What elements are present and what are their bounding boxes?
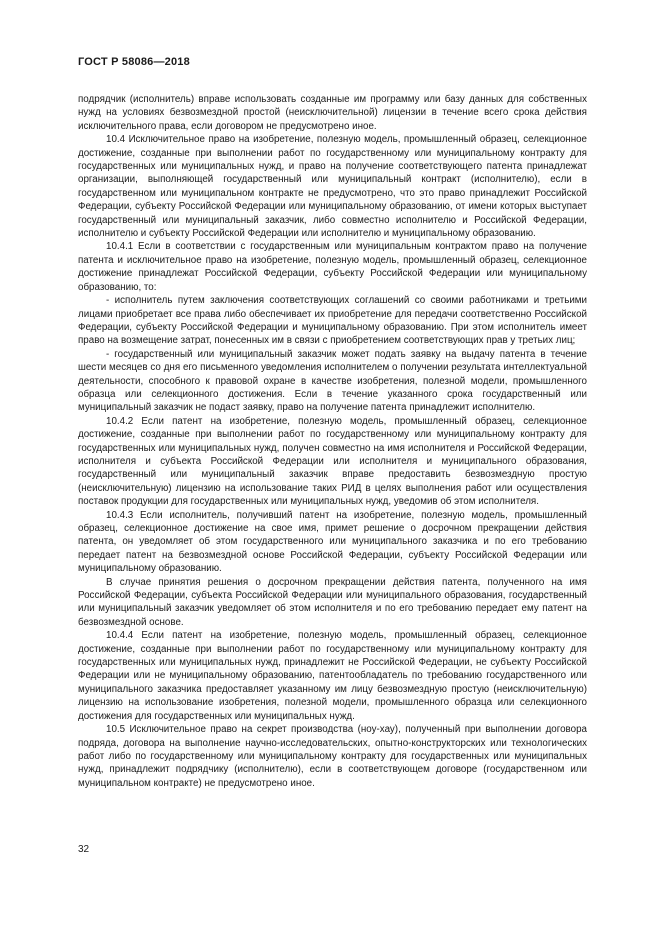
document-header: ГОСТ Р 58086—2018 xyxy=(78,56,190,68)
list-item: - государственный или муниципальный заказчик может подать заявку на выдачу патента в течение шести месяцев со дня его письменного уведомления исполнителем о получении результата интеллектуальной деятельности, способного к правовой охране в качестве изобретения, полезной модели, промышленного образца или селекционного достижения. Если в течение указанного срока государственный или муниципальный заказчик не подаст заявку, право на получение патента принадлежит исполнителю. xyxy=(78,348,587,414)
document-body xyxy=(78,93,587,790)
paragraph: 10.5 Исключительное право на секрет производства (ноу-хау), полученный при выполнении договора подряда, договора на выполнение научно-исследовательских, опытно-конструкторских или технологических работ либо по государственному или муниципальному контракту для государственных или муниципальных нужд, принадлежит подрядчику (исполнителю), если в соответствующем договоре (государственном или муниципальном контракте) не предусмотрено иное. xyxy=(78,724,587,789)
paragraph: подрядчик (исполнитель) вправе использовать созданные им программу или базу данных для собственных нужд на условиях безвозмездной простой (неисключительной) лицензии в течение всего срока действия исключительного права, если договором не предусмотрено иное. xyxy=(78,94,587,132)
paragraph: В случае принятия решения о досрочном прекращении действия патента, полученного на имя Российской Федерации, субъекта Российской Федерации или муниципального образования, государственный или муниципальный заказчик уведомляет об этом исполнителя и по его требованию передает ему патент на безвозмездной основе. xyxy=(78,576,587,628)
page-number: 32 xyxy=(78,844,90,855)
paragraph: 10.4.4 Если патент на изобретение, полезную модель, промышленный образец, селекционное достижение, созданные при выполнении работ по государственному или муниципальному контракту для государственных или муниципальных нужд, принадлежит не Российской Федерации, не субъекту Российской Федерации или не муниципальному образованию, патентообладатель по требованию государственного или муниципального заказчика предоставляет указанному им лицу безвозмездную простую (неисключительную) лицензию на использование изобретения, полезной модели, промышленного образца или селекционного достижения для государственных или муниципальных нужд. xyxy=(78,630,587,722)
paragraph: 10.4 Исключительное право на изобретение, полезную модель, промышленный образец, селекционное достижение, созданные при выполнении работ по государственному или муниципальному контракту для государственных или муниципальных нужд, и право на получение соответствующего патента принадлежат организации, выполняющей государственный или муниципальный контракт (исполнителю), если в государственном или муниципальном контракте не предусмотрено, что это право принадлежит Российской Федерации, субъекту Российской Федерации или муниципальному образованию, от имени которых выступает государственный или муниципальный заказчик, либо совместно исполнителю и Российской Федерации, исполнителю и субъекту Российской Федерации или исполнителю и муниципальному образованию. xyxy=(78,134,587,240)
list-item: - исполнитель путем заключения соответствующих соглашений со своими работниками и третьими лицами приобретает все права либо обеспечивает их приобретение для передачи соответственно Российской Федерации, субъекту Российской Федерации и муниципальному образованию. При этом исполнитель имеет право на возмещение затрат, понесенных им в связи с приобретением соответствующих прав у третьих лиц; xyxy=(78,295,587,347)
paragraph: 10.4.3 Если исполнитель, получивший патент на изобретение, полезную модель, промышленный образец, селекционное достижение на свое имя, примет решение о досрочном прекращении действия патента, он уведомляет об этом государственного или муниципального заказчика и по его требованию передает патент на безвозмездной основе Российской Федерации, субъекту Российской Федерации или муниципальному образованию. xyxy=(78,509,587,575)
paragraph: 10.4.2 Если патент на изобретение, полезную модель, промышленный образец, селекционное достижение, созданные при выполнении работ по государственному или муниципальному контракту для государственных или муниципальных нужд, получен совместно на имя исполнителя и Российской Федерации, исполнителя и субъекта Российской Федерации или исполнителя и муниципального образования, государственный или муниципальный заказчик вправе предоставить безвозмездную простую (неисключительную) лицензию на использование таких РИД в целях выполнения работ или осуществления поставок продукции для государственных или муниципальных нужд, уведомив об этом исполнителя. xyxy=(78,415,587,508)
paragraph: 10.4.1 Если в соответствии с государственным или муниципальным контрактом право на получение патента и исключительное право на изобретение, полезную модель, промышленный образец, селекционное достижение принадлежат Российской Федерации, субъекту Российской Федерации или муниципальному образованию, то: xyxy=(78,241,587,293)
